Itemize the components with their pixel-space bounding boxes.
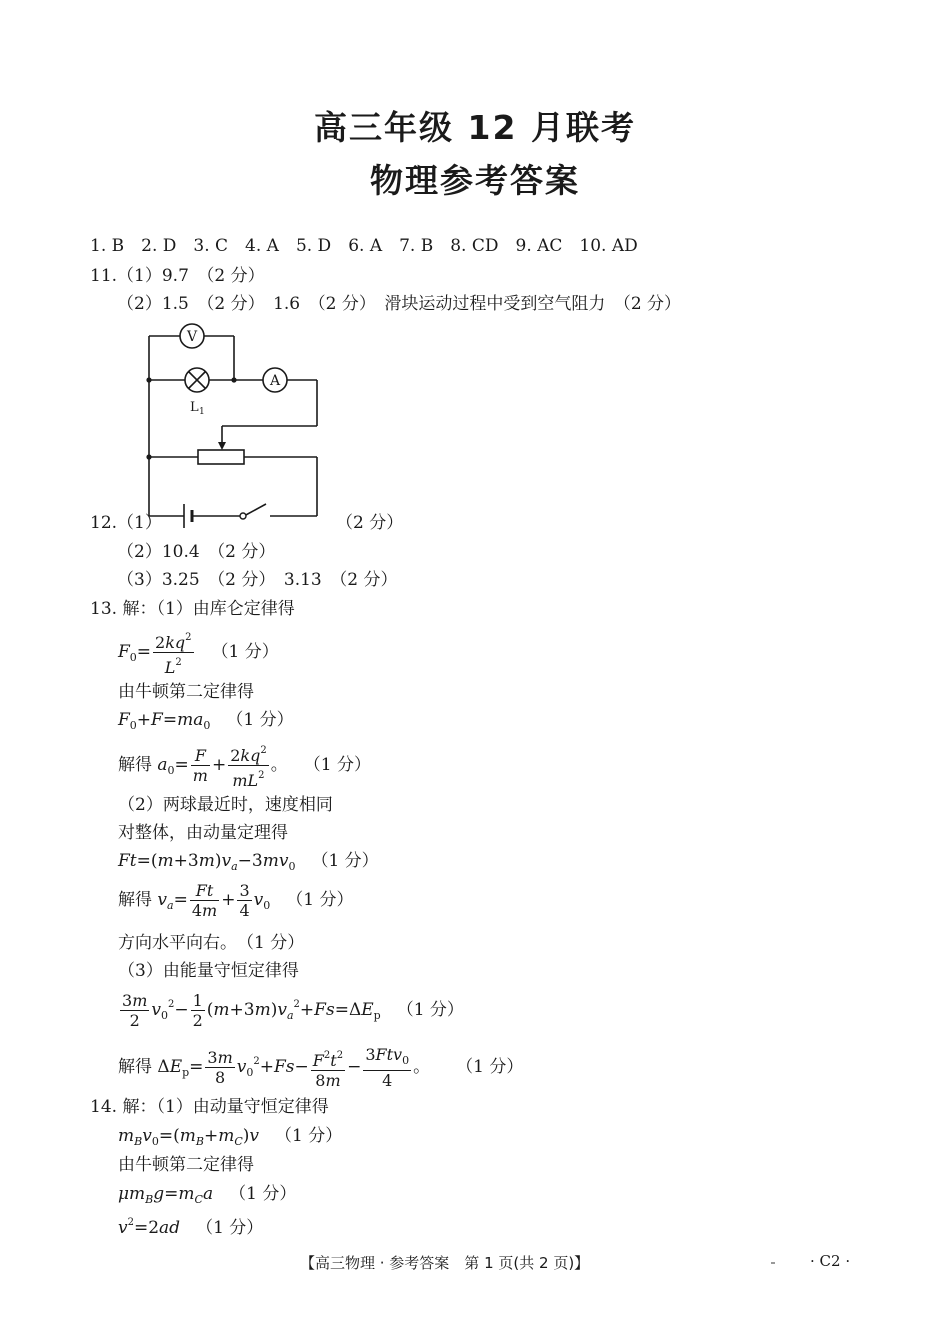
q13-eq3-score: （1 分） [303, 755, 371, 775]
choice-answer: 10. AD [579, 236, 638, 256]
ammeter-label: A [269, 373, 281, 389]
q13-eq5: 解得 $v_a=$ $\frac{Ft}{4m}$ + $\frac{3}{4}$ $v_0$ （1 分） [118, 881, 354, 920]
voltmeter-label: V [186, 329, 198, 345]
q14-newton2: 由牛顿第二定律得 [118, 1155, 254, 1175]
q13-eq6: $\frac{3m}{2}$ $v_0^2-$ $\frac{1}{2}$ $(m+3m)v_a^2+Fs=\Delta E_p$ （1 分） [122, 991, 464, 1030]
q13-eq2: $F_0+F=ma_0$ （1 分） [118, 710, 294, 732]
q14-eq2-score: （1 分） [229, 1184, 297, 1204]
choice-answer: 7. B [399, 236, 434, 256]
q14-eq1: $m_Bv_0=(m_B+m_C)v$ （1 分） [118, 1126, 343, 1148]
q14-intro: 14. 解：（1）由动量守恒定律得 [90, 1097, 329, 1117]
q13-solve-label-2: 解得 [118, 890, 152, 910]
choice-answer: 5. D [295, 236, 332, 256]
lamp-label-subscript: 1 [199, 407, 205, 417]
q13-part3-intro: （3）由能量守恒定律得 [118, 961, 299, 981]
junction-dot [146, 454, 151, 459]
battery-symbol [184, 504, 192, 528]
q13-solve-label-1: 解得 [118, 755, 152, 775]
ammeter-symbol [263, 368, 287, 392]
q13-eq4: $Ft=(m+3m)v_a-3mv_0$ （1 分） [118, 851, 379, 873]
junction-dot [146, 377, 151, 382]
q13-eq6-score: （1 分） [396, 1000, 464, 1020]
q12-part1-prefix: 12.（1） [90, 513, 162, 533]
rheostat-symbol [198, 442, 244, 464]
q13-eq7: 解得 $\Delta E_p=$ $\frac{3m}{8}$ $v_0^2+Fs-$ $\frac{F^2t^2}{8m}$ − $\frac{3Ftv_0}{4}$ 。 （1 分） [118, 1045, 524, 1090]
voltmeter-symbol [180, 324, 204, 348]
circuit-diagram [130, 318, 330, 528]
q12-part3: （3）3.25 （2 分） 3.13 （2 分） [117, 570, 398, 590]
q14-eq3-score: （1 分） [196, 1218, 264, 1238]
choice-answer: 4. A [245, 236, 279, 256]
scan-mark [771, 1262, 775, 1264]
choice-answer: 6. A [348, 236, 383, 256]
q13-intro: 13. 解：（1）由库仑定律得 [90, 599, 295, 619]
choice-answer: 9. AC [515, 236, 563, 256]
q13-eq4-score: （1 分） [311, 851, 379, 871]
lamp-label: L [190, 400, 199, 415]
q13-momentum: 对整体，由动量定理得 [118, 823, 288, 843]
choice-answer: 8. CD [450, 236, 499, 256]
q14-eq3: $v^2=2ad$ （1 分） [118, 1217, 264, 1238]
q11-part2: （2）1.5 （2 分） 1.6 （2 分） 滑块运动过程中受到空气阻力 （2 分） [117, 294, 682, 314]
q13-part2-intro: （2）两球最近时，速度相同 [118, 795, 333, 815]
q13-eq5-score: （1 分） [286, 890, 354, 910]
junction-dot [231, 377, 236, 382]
switch-symbol [240, 513, 246, 519]
q13-eq1-score: （1 分） [211, 642, 279, 662]
q13-solve-label-3: 解得 [118, 1057, 152, 1077]
page-subtitle: 物理参考答案 [370, 161, 580, 200]
choice-answer: 1. B [90, 236, 125, 256]
page-code: · C2 · [810, 1252, 851, 1270]
choice-answers [90, 235, 638, 257]
q13-eq3: 解得 $a_0=$ $\frac{F}{m}$ + $\frac{2kq^2}{mL^2}$ 。 （1 分） [118, 741, 371, 790]
q14-eq1-score: （1 分） [274, 1126, 343, 1146]
q11-part1: 11.（1）9.7 （2 分） [90, 266, 265, 286]
q13-eq1: $F_0=$ $\frac{2kq^2}{L^2}$ （1 分） [118, 628, 279, 677]
choice-answer: 3. C [193, 236, 229, 256]
lamp-symbol [185, 368, 209, 417]
q13-newton2: 由牛顿第二定律得 [118, 682, 254, 702]
page-footer: 【高三物理 · 参考答案 第 1 页(共 2 页)】 [300, 1254, 590, 1272]
q13-direction: 方向水平向右。 （1 分） [118, 933, 305, 953]
page-title: 高三年级 12 月联考 [314, 108, 636, 147]
q14-eq2: $\mu m_Bg=m_Ca$ （1 分） [118, 1184, 297, 1206]
q13-eq2-score: （1 分） [226, 710, 294, 730]
q12-part2: （2）10.4 （2 分） [117, 542, 276, 562]
q13-eq7-score: （1 分） [456, 1057, 524, 1077]
q12-part1-score: （2 分） [336, 513, 404, 533]
choice-answer: 2. D [141, 236, 177, 256]
